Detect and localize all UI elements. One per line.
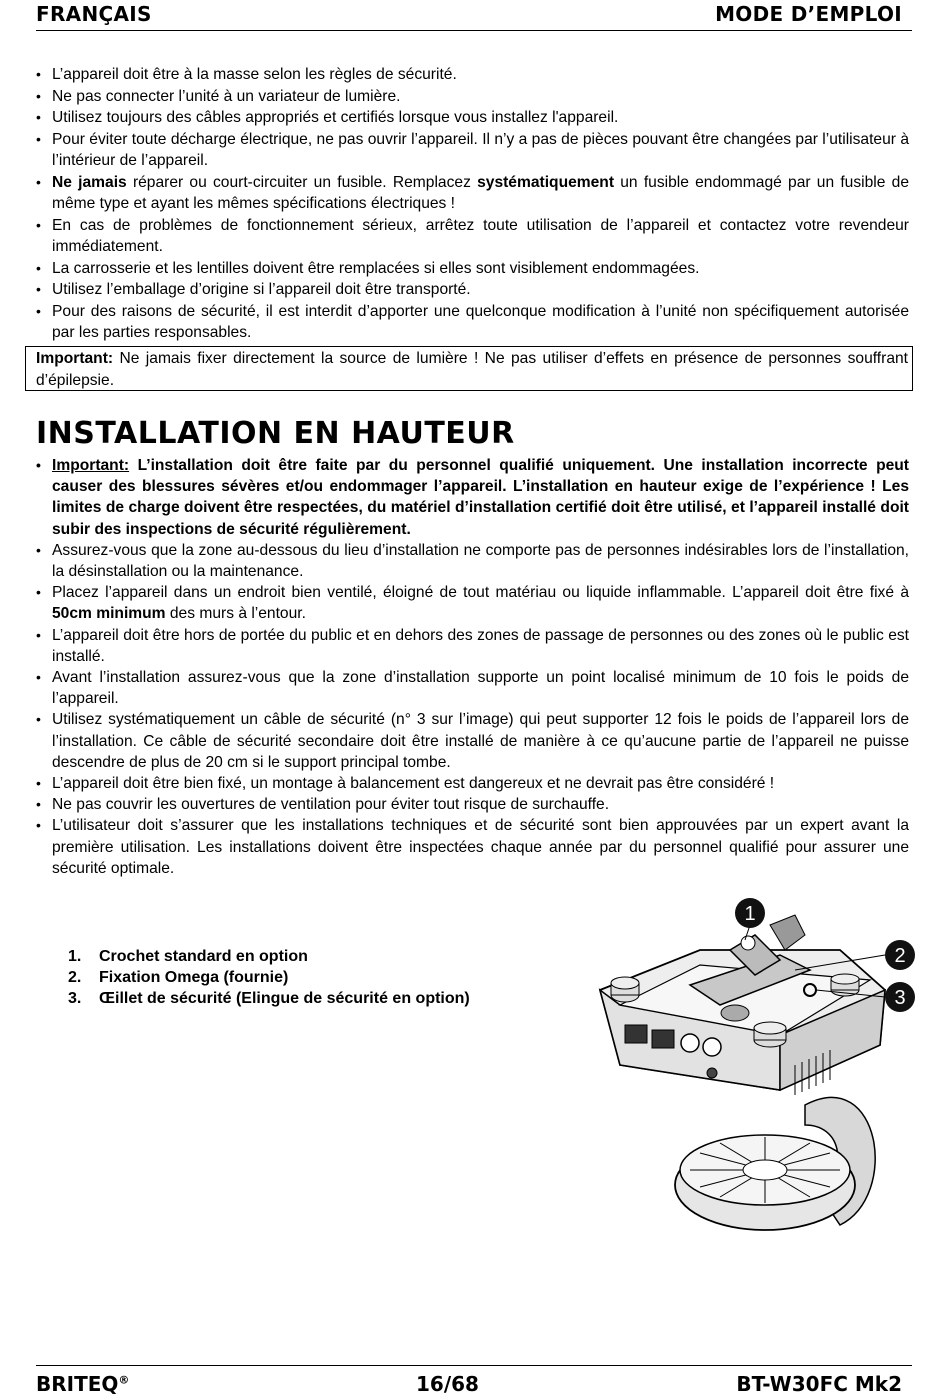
installation-item: • L’appareil doit être bien fixé, un montage à balancement est dangereux et ne devrait pas être considéré ! [36,773,909,794]
marker-2-icon [885,940,915,970]
installation-item: • Utilisez systématiquement un câble de sécurité (n° 3 sur l’image) qui peut supporter 12 fois le poids de l’appareil lors de l’installation. Ce câble de sécurité secondaire doit être installé de manière à ce qu’aucune partie de l’appareil ne puisse descendre de plus de 20 cm si le support principal tombe. [36,709,909,773]
installation-item: • Avant l’installation assurez-vous que la zone d’installation supporte un point localisé minimum de 10 fois le poids de l’appareil. [36,667,909,709]
safety-item: • Utilisez l’emballage d’origine si l’appareil doit être transporté. [36,279,909,301]
important-notice-box [25,346,913,391]
important-label: Important: [36,350,114,367]
important-text: Ne jamais fixer directement la source de lumière ! Ne pas utiliser d’effets en présence de personnes souffrant d’épilepsie. [36,350,908,389]
header-title: MODE D’EMPLOI [715,2,902,26]
safety-item: • Utilisez toujours des câbles appropriés et certifiés lorsque vous installez l'appareil. [36,107,909,129]
installation-item-important: • Important: L’installation doit être faite par du personnel qualifié uniquement. Une installation incorrecte peut causer des blessures sévères et/ou endommager l’appareil. L’installation en hauteur exige de l’expérience ! Les limites de charge doivent être respectées, du matériel d’installation certifié doit être utilisé, et l’appareil installé doit subir des inspections de sécurité régulièrement. [36,455,909,540]
fixture-illustration [580,895,920,1255]
marker-1-icon [735,898,765,928]
legend-item: 3. Œillet de sécurité (Elingue de sécurité en option) [68,990,470,1007]
svg-text:2: 2 [894,945,906,967]
safety-item: • L’appareil doit être à la masse selon les règles de sécurité. [36,64,909,86]
safety-item: • Ne pas connecter l’unité à un variateur de lumière. [36,86,909,108]
safety-item: • Pour éviter toute décharge électrique, ne pas ouvrir l’appareil. Il n’y a pas de pièces pouvant être changées par l’utilisateur à l’intérieur de l’appareil. [36,129,909,172]
legend-item: 2. Fixation Omega (fournie) [68,969,289,986]
installation-item: • L’utilisateur doit s’assurer que les installations techniques et de sécurité sont bien approuvées par un expert avant la première utilisation. Les installations doivent être inspectées chaque année par du personnel qualifié pour assurer une sécurité optimale. [36,815,909,879]
header-language: FRANÇAIS [36,2,152,26]
safety-item: • La carrosserie et les lentilles doivent être remplacées si elles sont visiblement endommagées. [36,258,909,280]
installation-item: • Ne pas couvrir les ouvertures de ventilation pour éviter tout risque de surchauffe. [36,794,909,815]
safety-list [36,64,909,344]
installation-list [36,455,909,879]
installation-item: • Assurez-vous que la zone au-dessous du lieu d’installation ne comporte pas de personnes indésirables lors de l’installation, la désinstallation ou la maintenance. [36,540,909,582]
moving-head-drawing [580,895,920,1255]
page-number: 16/68 [416,1372,479,1396]
footer-model: BT-W30FC Mk2 [736,1372,902,1396]
marker-3-icon [885,982,915,1012]
safety-item: • En cas de problèmes de fonctionnement sérieux, arrêtez toute utilisation de l’appareil et contactez votre revendeur immédiatement. [36,215,909,258]
safety-item: • Ne jamais réparer ou court-circuiter un fusible. Remplacez systématiquement un fusible endommagé par un fusible de même type et ayant les mêmes spécifications électriques ! [36,172,909,215]
footer-brand: BRITEQ® [36,1372,130,1396]
installation-item: • Placez l’appareil dans un endroit bien ventilé, éloigné de tout matériau ou liquide inflammable. L’appareil doit être fixé à 50cm minimum des murs à l’entour. [36,582,909,624]
section-title: INSTALLATION EN HAUTEUR [36,416,515,451]
svg-text:3: 3 [894,987,906,1009]
safety-item: • Pour des raisons de sécurité, il est interdit d’apporter une quelconque modification à l’unité non spécifiquement autorisée par les parties responsables. [36,301,909,344]
figure-legend [68,946,470,1009]
page-footer [36,1365,912,1398]
installation-item: • L’appareil doit être hors de portée du public et en dehors des zones de passage de personnes ou des zones où le public est installé. [36,625,909,667]
svg-text:1: 1 [744,903,756,925]
page-header [36,0,912,31]
legend-item: 1. Crochet standard en option [68,948,308,965]
